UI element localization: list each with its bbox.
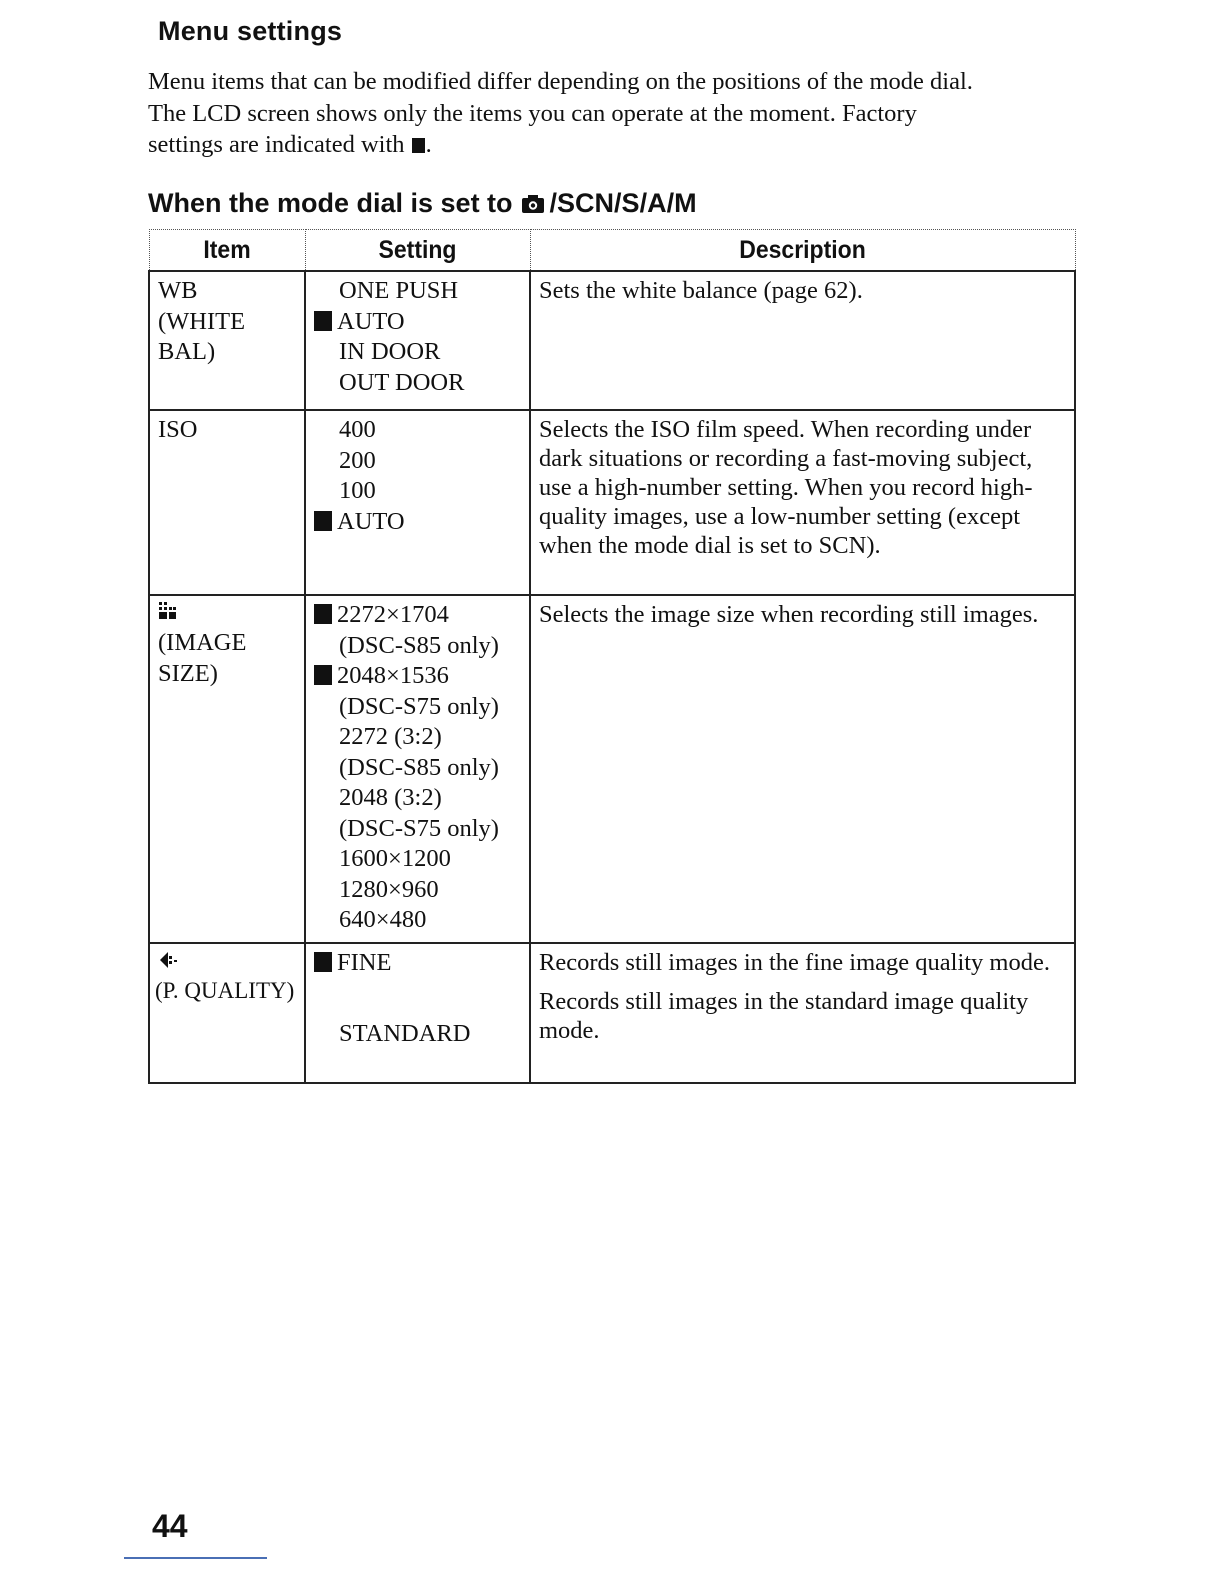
intro-line: The LCD screen shows only the items you can operate at the moment. Factory [148, 99, 917, 127]
table-row-iso [149, 410, 1075, 595]
picture-quality-icon [158, 948, 298, 976]
footer-rule [124, 1557, 267, 1559]
item-cell: (P. QUALITY) [149, 943, 305, 1083]
item-cell: WB (WHITE BAL) [149, 271, 305, 410]
description-cell: Records still images in the fine image quality mode. Records still images in the standard image quality mode. [530, 943, 1075, 1083]
intro-paragraph [148, 66, 1088, 161]
factory-default-marker-icon [412, 138, 425, 153]
page-heading: Menu settings [158, 16, 343, 46]
table-row-image-size [149, 595, 1075, 943]
setting-cell: ONE PUSH AUTO IN DOOR OUT DOOR [305, 271, 530, 410]
description-cell: Selects the image size when recording still images. [530, 595, 1075, 943]
section-heading: When the mode dial is set to /SCN/S/A/M [148, 188, 697, 218]
camera-icon [521, 194, 545, 214]
intro-line: settings are indicated with . [148, 131, 432, 158]
item-cell: (IMAGE SIZE) [149, 595, 305, 943]
description-cell: Selects the ISO film speed. When recording under dark situations or recording a fast-moving subject, use a high-number setting. When you record high-quality images, use a low-number setting (except when the mode dial is set to SCN). [530, 410, 1075, 595]
page-number: 44 [152, 1508, 188, 1544]
default-marker-icon [314, 311, 332, 331]
menu-settings-table [148, 229, 1076, 1084]
setting-cell: FINE STANDARD [305, 943, 530, 1083]
header-setting: Setting [314, 230, 521, 272]
header-item: Item [155, 230, 299, 272]
default-marker-icon [314, 511, 332, 531]
description-cell: Sets the white balance (page 62). [530, 271, 1075, 410]
header-description: Description [552, 230, 1053, 272]
setting-cell: 400 200 100 AUTO [305, 410, 530, 595]
default-marker-icon [314, 952, 332, 972]
item-cell: ISO [149, 410, 305, 595]
table-header-row [149, 230, 1075, 272]
setting-cell: 2272×1704 (DSC-S85 only) 2048×1536 (DSC-S75 only) 2272 (3:2) (DSC-S85 only) 2048 (3:2) (DSC-S75 only) 1600×1200 1280×960 640×480 [305, 595, 530, 943]
intro-line: Menu items that can be modified differ depending on the positions of the mode dial. [148, 68, 973, 95]
image-size-icon [158, 600, 298, 628]
default-marker-icon [314, 604, 332, 624]
default-marker-icon [314, 665, 332, 685]
table-row-wb [149, 271, 1075, 410]
table-row-p-quality [149, 943, 1075, 1083]
